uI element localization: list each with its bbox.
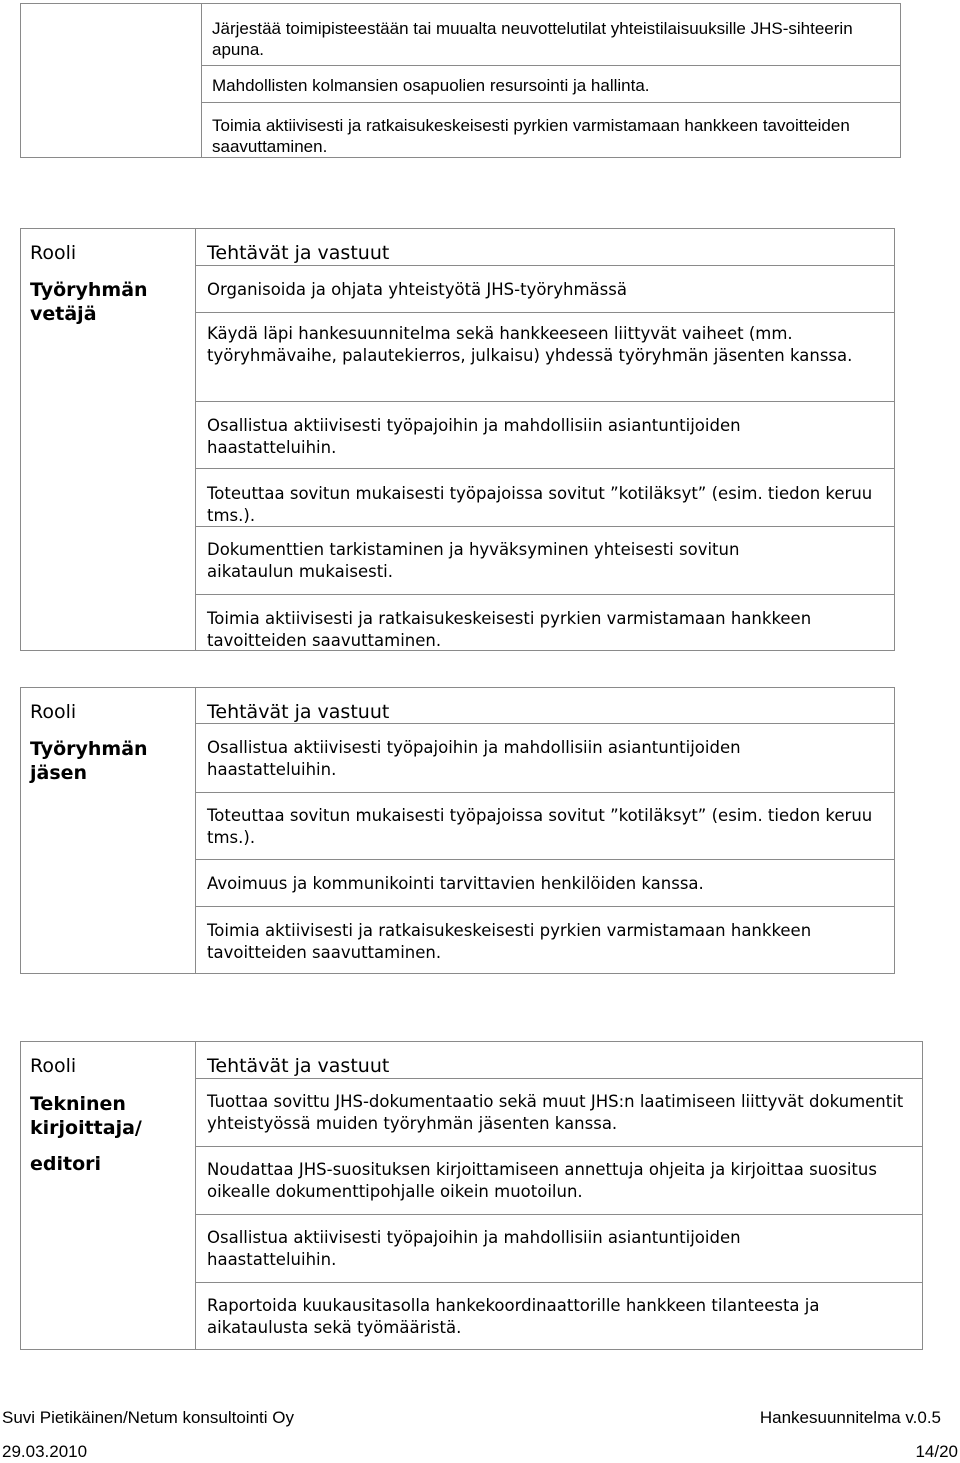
row-divider bbox=[195, 859, 895, 860]
row-divider bbox=[195, 792, 895, 793]
row-divider bbox=[195, 1282, 923, 1283]
row-divider bbox=[195, 906, 895, 907]
task-text: Tuottaa sovittu JHS-dokumentaatio sekä muut JHS:n laatimiseen liittyvät dokumentit yhteistyössä muiden työryhmän jäsenten kanssa. bbox=[207, 1092, 904, 1133]
task-text: Noudattaa JHS-suosituksen kirjoittamiseen annettuja ohjeita ja kirjoittaa suositus oikealle dokumenttipohjalle oikein muotoilun. bbox=[207, 1160, 877, 1201]
row-divider bbox=[201, 65, 901, 66]
task-text: Avoimuus ja kommunikointi tarvittavien henkilöiden kanssa. bbox=[207, 874, 704, 893]
role-name-extra: editori bbox=[30, 1153, 102, 1175]
header-divider bbox=[195, 723, 895, 724]
header-divider bbox=[195, 265, 895, 266]
footer-date: 29.03.2010 bbox=[2, 1442, 88, 1461]
row-divider bbox=[195, 1214, 923, 1215]
column-divider bbox=[195, 228, 196, 651]
task-text: Toteuttaa sovitun mukaisesti työpajoissa sovitut ”kotiläksyt” (esim. tiedon keruu tms.). bbox=[207, 484, 873, 525]
row-divider bbox=[195, 1146, 923, 1147]
task-text: Toimia aktiivisesti ja ratkaisukeskeisesti pyrkien varmistamaan hankkeen tavoitteiden saavuttaminen. bbox=[207, 609, 812, 650]
row-divider bbox=[195, 468, 895, 469]
row-divider bbox=[195, 401, 895, 402]
tasks-header: Tehtävät ja vastuut bbox=[207, 701, 390, 723]
role-header: Rooli bbox=[30, 1055, 77, 1077]
role-name: Työryhmän jäsen bbox=[30, 738, 148, 784]
row-divider bbox=[195, 312, 895, 313]
column-divider bbox=[195, 687, 196, 974]
task-text: Osallistua aktiivisesti työpajoihin ja mahdollisiin asiantuntijoiden haastatteluihin. bbox=[207, 738, 741, 779]
header-divider bbox=[195, 1078, 923, 1079]
task-text: Organisoida ja ohjata yhteistyötä JHS-työryhmässä bbox=[207, 280, 627, 299]
footer-page-number: 14/20 bbox=[915, 1442, 958, 1461]
tasks-header: Tehtävät ja vastuut bbox=[207, 1055, 390, 1077]
role-name: Työryhmän vetäjä bbox=[30, 279, 148, 325]
task-text: Toteuttaa sovitun mukaisesti työpajoissa sovitut ”kotiläksyt” (esim. tiedon keruu tms.). bbox=[207, 806, 873, 847]
footer-document: Hankesuunnitelma v.0.5 bbox=[759, 1408, 941, 1427]
task-text: Järjestää toimipisteestään tai muualta neuvottelutilat yhteistilaisuuksille JHS-sihteerin apuna. bbox=[212, 19, 853, 59]
tasks-header: Tehtävät ja vastuut bbox=[207, 242, 390, 264]
row-divider bbox=[195, 594, 895, 595]
task-text: Mahdollisten kolmansien osapuolien resursointi ja hallinta. bbox=[212, 76, 650, 95]
task-text: Osallistua aktiivisesti työpajoihin ja mahdollisiin asiantuntijoiden haastatteluihin. bbox=[207, 1228, 741, 1269]
column-divider bbox=[201, 3, 202, 158]
role-name: Tekninen kirjoittaja/ bbox=[30, 1093, 142, 1139]
role-header: Rooli bbox=[30, 701, 77, 723]
task-text: Toimia aktiivisesti ja ratkaisukeskeisesti pyrkien varmistamaan hankkeen tavoitteiden saavuttaminen. bbox=[212, 116, 850, 156]
task-text: Dokumenttien tarkistaminen ja hyväksyminen yhteisesti sovitun aikataulun mukaisesti. bbox=[207, 540, 740, 581]
task-text: Raportoida kuukausitasolla hankekoordinaattorille hankkeen tilanteesta ja aikataulusta sekä työmääristä. bbox=[207, 1296, 820, 1337]
role-header: Rooli bbox=[30, 242, 77, 264]
task-text: Osallistua aktiivisesti työpajoihin ja mahdollisiin asiantuntijoiden haastatteluihin. bbox=[207, 416, 741, 457]
task-text: Käydä läpi hankesuunnitelma sekä hankkeeseen liittyvät vaiheet (mm. työryhmävaihe, palautekierros, julkaisu) yhdessä työryhmän jäsenten kanssa. bbox=[207, 324, 853, 365]
task-text: Toimia aktiivisesti ja ratkaisukeskeisesti pyrkien varmistamaan hankkeen tavoitteiden saavuttaminen. bbox=[207, 921, 812, 962]
row-divider bbox=[201, 102, 901, 103]
footer-author: Suvi Pietikäinen/Netum konsultointi Oy bbox=[2, 1408, 294, 1427]
column-divider bbox=[195, 1041, 196, 1350]
